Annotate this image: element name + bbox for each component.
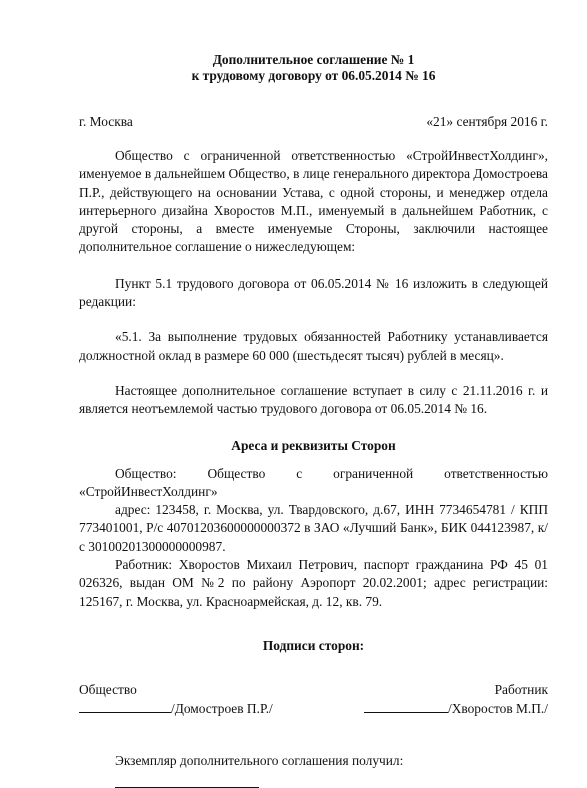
signatures-heading: Подписи сторон: xyxy=(262,637,365,653)
title-line-1: Дополнительное соглашение № 1 xyxy=(212,52,415,67)
signature-company-blank-line xyxy=(79,699,171,713)
signature-company-label: Общество xyxy=(79,681,137,697)
signature-employee-signer: /Хворостов М.П./ xyxy=(447,700,548,716)
date: «21» сентября 2016 г. xyxy=(426,114,548,129)
requisites-employee: Работник: Хворостов Михаил Петрович, паспорт гражданина РФ 45 01 026326, выдан ОМ №2 по району Аэропорт 20.02.2001; адрес регистрации: 125167, г. Москва, ул. Красноармейская, д. 12, кв. 79. xyxy=(79,557,548,609)
requisites-company-address: адрес: 123458, г. Москва, ул. Твардовского, д.67, ИНН 7734654781 / КПП 773401001, Р/с 40701203600000000372 в ЗАО «Лучший Банк», БИК 044123987, к/с 30100201300000000987. xyxy=(79,502,548,554)
paragraph-clause: Пункт 5.1 трудового договора от 06.05.2014 № 16 изложить в следующей редакции: xyxy=(79,275,548,310)
requisites-block xyxy=(79,465,548,611)
paragraph-effect: Настоящее дополнительное соглашение вступает в силу с 21.11.2016 г. и является неотъемлемой частью трудового договора от 06.05.2014 № 16. xyxy=(79,382,548,417)
signature-employee-blank-line xyxy=(364,699,448,713)
place-date-row xyxy=(79,114,548,130)
signature-company-signer: /Домостроев П.Р./ xyxy=(171,700,273,716)
document-page xyxy=(79,52,548,788)
copy-received-label: Экземпляр дополнительного соглашения получил: xyxy=(115,752,404,768)
signature-employee-label: Работник xyxy=(494,681,548,697)
signature-labels-row xyxy=(79,681,548,699)
requisites-heading: Ареса и реквизиты Сторон xyxy=(231,437,396,453)
requisites-company: Общество: Общество с ограниченной ответственностью «СтройИнвестХолдинг» xyxy=(79,465,548,499)
paragraph-parties: Общество с ограниченной ответственностью «СтройИнвестХолдинг», именуемое в дальнейшем Общество, в лице генерального директора Домостроева П.Р., действующего на основании Устава, с одной стороны, и менеджер отдела интерьерного дизайна Хворостов М.П., именуемый в дальнейшем Работник, с другой стороны, а вместе именуемые Стороны, заключили настоящее дополнительное соглашение о нижеследующем: xyxy=(79,148,548,255)
signature-company xyxy=(79,699,273,718)
paragraph-quote: «5.1. За выполнение трудовых обязанностей Работнику устанавливается должностной оклад в размере 60 000 (шестьдесят тысяч) рублей в месяц». xyxy=(79,329,548,363)
document-title xyxy=(79,52,548,84)
title-line-2: к трудовому договору от 06.05.2014 № 16 xyxy=(191,68,436,83)
place: г. Москва xyxy=(79,114,133,129)
signature-employee xyxy=(364,699,548,718)
signature-lines-row xyxy=(79,699,548,718)
